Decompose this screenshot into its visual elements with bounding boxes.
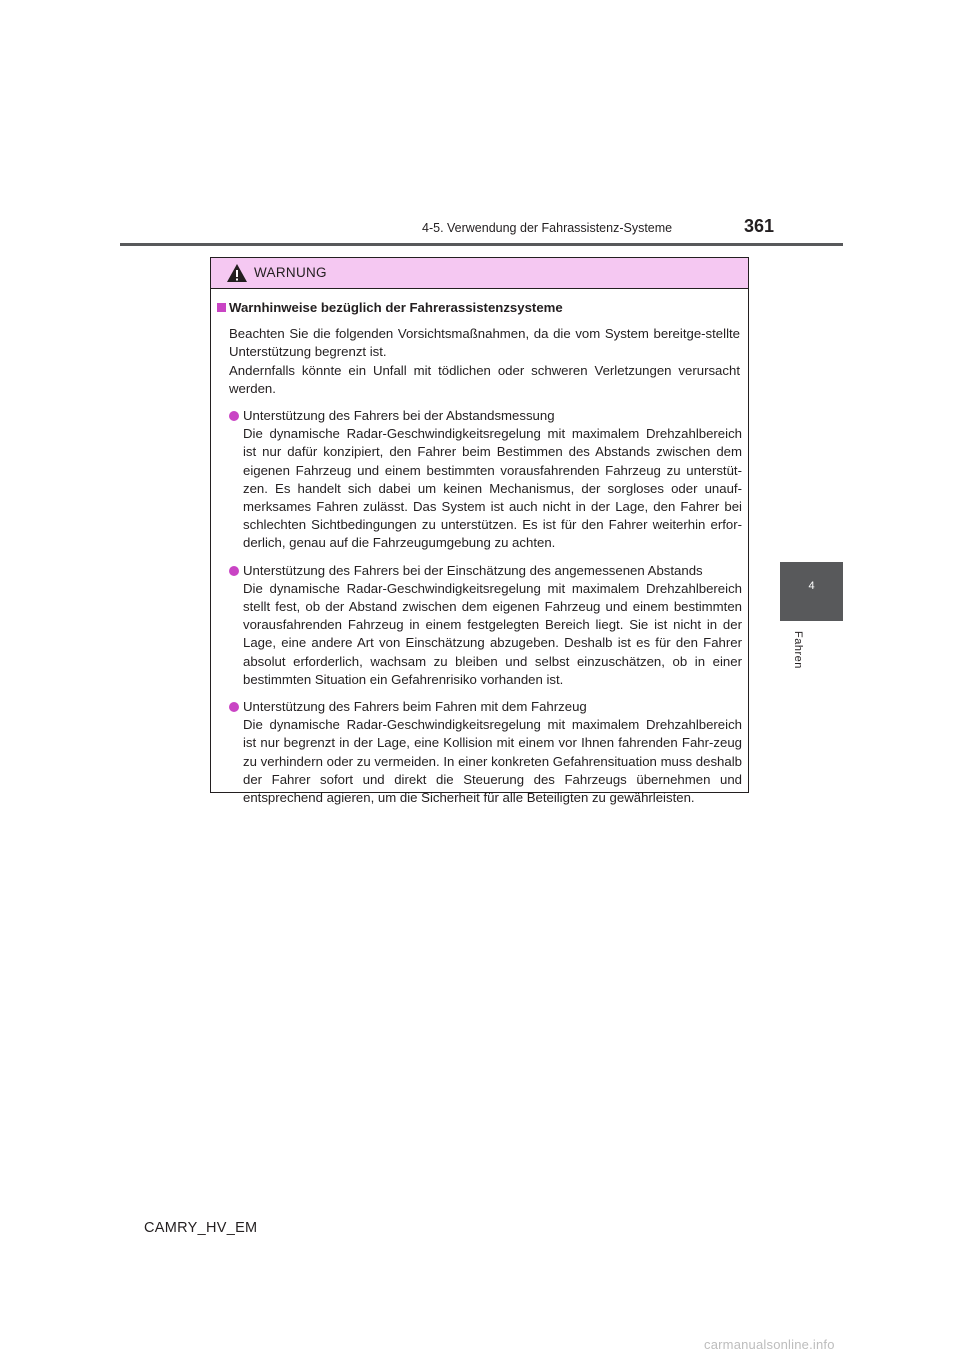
chapter-label: Fahren [792,631,804,669]
header-divider [120,243,843,246]
model-code: CAMRY_HV_EM [144,1220,258,1236]
list-item-text: Die dynamische Radar-Geschwindigkeitsregelung mit maximalem Drehzahlbereich ist nur dafür konzipiert, den Fahrer beim Bestimmen des Abstands zwischen dem eigenen Fahrzeug und einem bestimmten vorausfahrenden Fahrzeug zu unterstüt-zen. Es handelt sich dabei um keinen Mechanismus, der sorgloses oder unauf-merksames Fahren zulässt. Das System ist auch nicht in der Lage, den Fahrer bei schlechten Sichtbedingungen zu unterstützen. Es ist für den Fahrer weiterhin erfor-derlich, genau auf die Fahrzeugumgebung zu achten. [243,426,742,551]
list-item-text: Die dynamische Radar-Geschwindigkeitsregelung mit maximalem Drehzahlbereich ist nur begrenzt in der Lage, eine Kollision mit einem vor Ihnen fahrenden Fahr-zeug zu verhindern oder zu vermeiden. In einer konkreten Gefahrensituation muss deshalb der Fahrer sofort und direkt die Steuerung des Fahrzeugs übernehmen und entsprechend agieren, um die Sicherheit für alle Beteiligten zu gewährleisten. [243,717,742,806]
intro-line: Beachten Sie die folgenden Vorsichtsmaßnahmen, da die vom System bereitge-stellte Unterstützung begrenzt ist. [229,326,740,360]
list-item-text: Die dynamische Radar-Geschwindigkeitsregelung mit maximalem Drehzahlbereich stellt fest, ob der Abstand zwischen dem eigenen Fahrzeug und einem bestimmten vorausfahrenden Fahrzeug in einem festgelegten Bereich liegt. Sie ist nicht in der Lage, eine andere Art von Einschätzung abzugeben. Deshalb ist es für den Fahrer absolut erforderlich, wachsam zu bleiben und selbst einzuschätzen, ob in einer bestimmten Situation ein Gefahrenrisiko vorhanden ist. [243,580,742,687]
warning-triangle-icon [226,263,248,283]
list-item [217,698,742,807]
warning-heading-text: Warnhinweise bezüglich der Fahrerassistenzsysteme [229,300,563,315]
warning-body [211,289,748,807]
round-bullet-icon [229,702,239,712]
warning-box [210,257,749,806]
warning-title: WARNUNG [254,265,327,280]
warning-header [211,258,748,289]
warning-intro [217,325,742,398]
round-bullet-icon [229,566,239,576]
warning-heading [217,299,742,317]
square-bullet-icon [217,303,226,312]
chapter-tab[interactable] [780,562,843,621]
list-item-title: Unterstützung des Fahrers beim Fahren mit dem Fahrzeug [243,699,587,715]
chapter-number: 4 [808,580,815,592]
list-item [217,407,742,553]
list-item-title: Unterstützung des Fahrers bei der Abstandsmessung [243,408,555,424]
intro-line: Andernfalls könnte ein Unfall mit tödlichen oder schweren Verletzungen verursacht werden. [229,362,740,396]
list-item-title: Unterstützung des Fahrers bei der Einschätzung des angemessenen Abstands [243,562,703,578]
section-title: 4-5. Verwendung der Fahrassistenz-Systeme [422,221,673,235]
round-bullet-icon [229,411,239,421]
watermark: carmanualsonline.info [704,1337,835,1352]
list-item [217,562,742,689]
page-number: 361 [744,216,775,236]
